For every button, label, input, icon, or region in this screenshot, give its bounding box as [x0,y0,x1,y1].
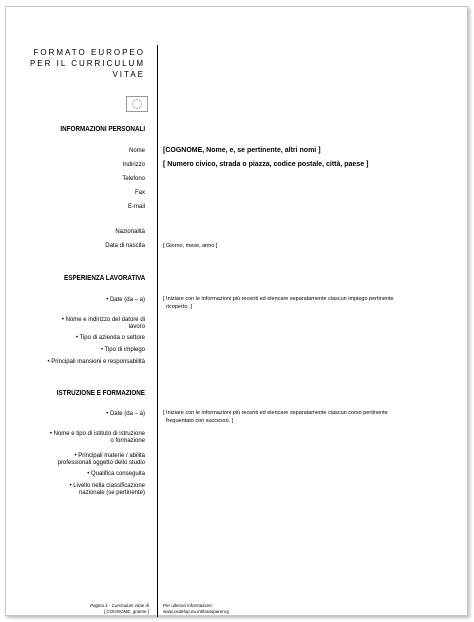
label-employer-line-2: lavoro [128,324,145,330]
value-exp-date [163,295,394,311]
label-employer [62,317,145,331]
label-level-line-1: • Livello nella classificazione [69,483,145,489]
value-indirizzo: [ Numero civico, strada o piazza, codice postale, città, paese ] [163,161,369,168]
label-sector: • Tipo di azienda o settore [75,335,145,341]
label-level-line-2: nazionale (se pertinente) [78,490,145,496]
label-subjects-line-2: professionali oggetto dello studio [57,460,145,466]
label-institute [50,431,145,445]
column-divider [157,45,158,617]
label-employer-line-1: • Nome e indirizzo del datore di [61,317,145,323]
value-nome: [COGNOME, Nome, e, se pertinente, altri nomi ] [163,147,321,154]
section-title-experience: ESPERIENZA LAVORATIVA [63,275,145,282]
label-indirizzo: Indirizzo [122,162,145,168]
label-exp-date: • Date (da – a) [106,297,145,303]
label-nazionalita: Nazionalità [115,229,145,235]
value-edu-date [163,409,388,425]
value-edu-date-line-1: [ Iniziare con le informazioni più recenti ed elencare separatamente ciascun corso pertinente [163,410,388,416]
footer-right-line-2: www.cedefop.eu.int/transparency [163,609,230,614]
title-line-1: FORMATO EUROPEO [33,48,145,57]
label-fax: Fax [134,190,145,196]
eu-flag-logo [126,96,148,112]
value-exp-date-line-1: [ Iniziare con le informazioni più recenti ed elencare separatamente ciascun impiego pertinente [163,296,394,302]
cv-page [5,6,468,616]
label-telefono: Telefono [122,176,145,182]
label-subjects-line-1: • Principali materie / abilità [74,453,145,459]
footer-right-line-1: Per ulteriori informazioni: [163,603,213,608]
section-title-education: ISTRUZIONE E FORMAZIONE [56,390,145,397]
label-job-type: • Tipo di impiego [100,347,145,353]
label-institute-line-1: • Nome e tipo di istituto di istruzione [49,431,145,437]
title-line-3: VITAE [112,70,145,79]
eu-stars-icon [127,97,147,111]
footer-left [90,603,149,615]
title-line-2: PER IL CURRICULUM [29,59,145,68]
label-email: E-mail [127,204,145,210]
value-data-nascita: [ Giorno, mese, anno ] [163,243,218,249]
label-nome: Nome [128,148,145,154]
label-level [70,483,145,497]
label-institute-line-2: o formazione [110,438,145,444]
label-data-nascita: Data di nascita [105,243,145,249]
section-title-personal: INFORMAZIONI PERSONALI [60,126,145,133]
document-title [30,47,145,80]
footer-left-line-2: [ COGNOME, gnome ] [103,609,149,614]
value-edu-date-line-2: frequentato con successo. ] [166,418,234,424]
label-edu-date: • Date (da – a) [106,411,145,417]
label-duties: • Principali mansioni e responsabilità [47,359,145,365]
label-subjects [58,453,145,467]
value-exp-date-line-2: ricoperto. ] [166,304,192,310]
footer-left-line-1: Pagina 1 - Curriculum vitae di [89,603,149,608]
label-qualification: • Qualifica conseguita [87,471,145,477]
footer-right [163,603,229,615]
